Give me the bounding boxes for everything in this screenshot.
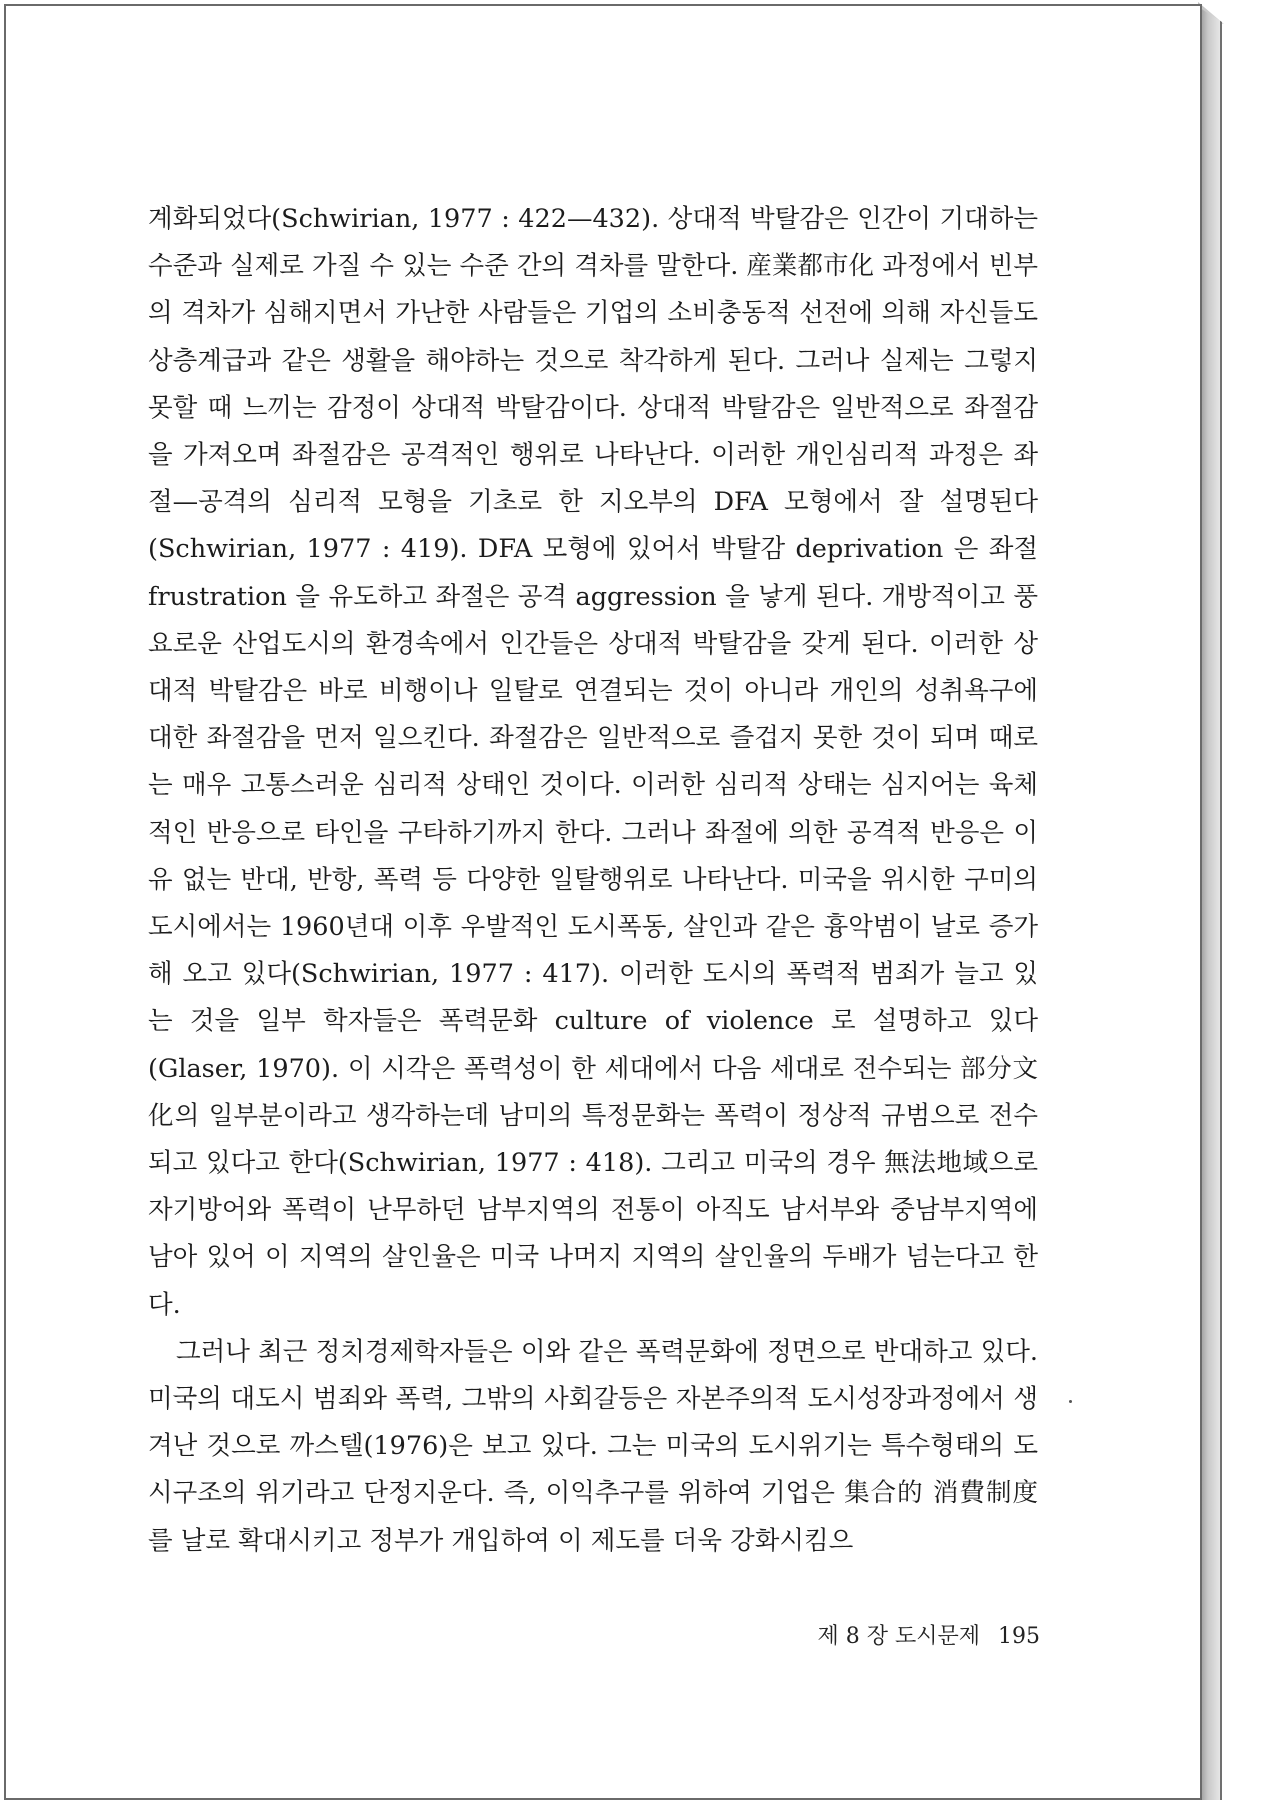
chapter-label: 제 8 장 도시문제 [817, 1624, 980, 1649]
page-number: 195 [998, 1624, 1040, 1649]
page-stack-edge [1200, 8, 1222, 1800]
scan-speck [1069, 1400, 1072, 1403]
page-footer [800, 1619, 1040, 1650]
body-text [148, 196, 1038, 1565]
paragraph-1: 계화되었다(Schwirian, 1977 : 422—432). 상대적 박탈감은 인간이 기대하는 수준과 실제로 가질 수 있는 수준 간의 격차를 말한다. 産業都市化 과정에서 빈부의 격차가 심해지면서 가난한 사람들은 기업의 소비충동적 선전에 의해 자신들도 상층계급과 같은 생활을 해야하는 것으로 착각하게 된다. 그러나 실제는 그렇지 못할 때 느끼는 감정이 상대적 박탈감이다. 상대적 박탈감은 일반적으로 좌절감을 가져오며 좌절감은 공격적인 행위로 나타난다. 이러한 개인심리적 과정은 좌절—공격의 심리적 모형을 기초로 한 지오부의 DFA 모형에서 잘 설명된다(Schwirian, 1977 : 419). DFA 모형에 있어서 박탈감 deprivation 은 좌절 frustration 을 유도하고 좌절은 공격 aggression 을 낳게 된다. 개방적이고 풍요로운 산업도시의 환경속에서 인간들은 상대적 박탈감을 갖게 된다. 이러한 상대적 박탈감은 바로 비행이나 일탈로 연결되는 것이 아니라 개인의 성취욕구에 대한 좌절감을 먼저 일으킨다. 좌절감은 일반적으로 즐겁지 못한 것이 되며 때로는 매우 고통스러운 심리적 상태인 것이다. 이러한 심리적 상태는 심지어는 육체적인 반응으로 타인을 구타하기까지 한다. 그러나 좌절에 의한 공격적 반응은 이유 없는 반대, 반항, 폭력 등 다양한 일탈행위로 나타난다. 미국을 위시한 구미의 도시에서는 1960년대 이후 우발적인 도시폭동, 살인과 같은 흉악범이 날로 증가해 오고 있다(Schwirian, 1977 : 417). 이러한 도시의 폭력적 범죄가 늘고 있는 것을 일부 학자들은 폭력문화 culture of violence 로 설명하고 있다(Glaser, 1970). 이 시각은 폭력성이 한 세대에서 다음 세대로 전수되는 部分文化의 일부분이라고 생각하는데 남미의 특정문화는 폭력이 정상적 규범으로 전수되고 있다고 한다(Schwirian, 1977 : 418). 그리고 미국의 경우 無法地域으로 자기방어와 폭력이 난무하던 남부지역의 전통이 아직도 남서부와 중남부지역에 남아 있어 이 지역의 살인율은 미국 나머지 지역의 살인율의 두배가 넘는다고 한다. [148, 204, 1038, 1320]
paragraph-2: 그러나 최근 정치경제학자들은 이와 같은 폭력문화에 정면으로 반대하고 있다. 미국의 대도시 범죄와 폭력, 그밖의 사회갈등은 자본주의적 도시성장과정에서 생겨난 것으로 까스텔(1976)은 보고 있다. 그는 미국의 도시위기는 특수형태의 도시구조의 위기라고 단정지운다. 즉, 이익추구를 위하여 기업은 集合的 消費制度를 날로 확대시키고 정부가 개입하여 이 제도를 더욱 강화시킴으 [148, 1336, 1038, 1556]
